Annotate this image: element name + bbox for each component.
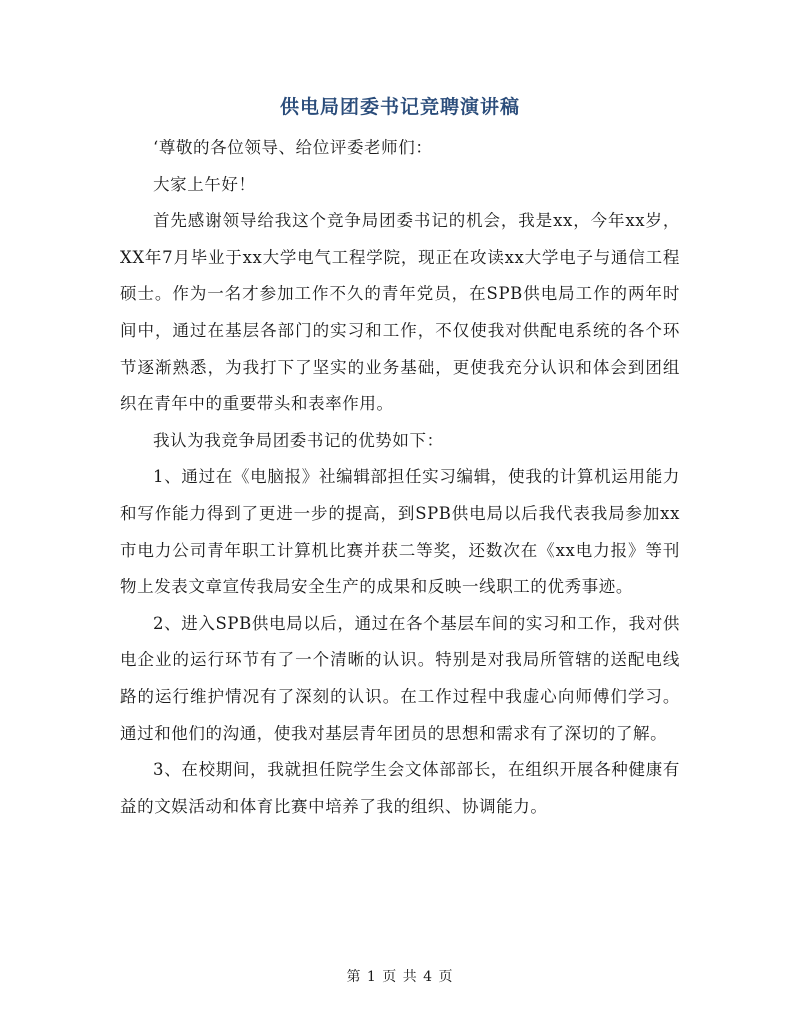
document-title: 供电局团委书记竞聘演讲稿 (279, 96, 520, 118)
advantages-heading-paragraph: 我认为我竞争局团委书记的优势如下： (153, 430, 444, 450)
page-number-footer: 第 1 页 共 4 页 (346, 969, 454, 985)
intro-paragraph: 首先感谢领导给我这个竞争局团委书记的机会，我是xx，今年xx岁，XX年7月毕业于xx大学电气工程学院，现正在攻读xx大学电子与通信工程硕士。作为一名才参加工作不久的青年党员，在SPB供电局工作的两年时间中，通过在基层各部门的实习和工作，不仅使我对供配电系统的各个环节逐渐熟悉，为我打下了坚实的业务基础，更使我充分认识和体会到团组织在青年中的重要带头和表率作用。 (120, 211, 680, 414)
advantage-item-2: 2、进入SPB供电局以后，通过在各个基层车间的实习和工作，我对供电企业的运行环节有了一个清晰的认识。特别是对我局所管辖的送配电线路的运行维护情况有了深刻的认识。在工作过程中我虚心向师傅们学习。通过和他们的沟通，使我对基层青年团员的思想和需求有了深切的了解。 (120, 613, 680, 743)
document-body (120, 130, 680, 825)
salutation-paragraph: ‘尊敬的各位领导、给位评委老师们： (153, 138, 433, 157)
advantage-item-1: 1、通过在《电脑报》社编辑部担任实习编辑，使我的计算机运用能力和写作能力得到了更进一步的提高，到SPB供电局以后我代表我局参加xx市电力公司青年职工计算机比赛并获二等奖，还数次在《xx电力报》等刊物上发表文章宣传我局安全生产的成果和反映一线职工的优秀事迹。 (120, 467, 680, 597)
advantage-item-3: 3、在校期间，我就担任院学生会文体部部长，在组织开展各种健康有益的文娱活动和体育比赛中培养了我的组织、协调能力。 (120, 760, 680, 816)
greeting-paragraph: 大家上午好！ (153, 174, 256, 194)
